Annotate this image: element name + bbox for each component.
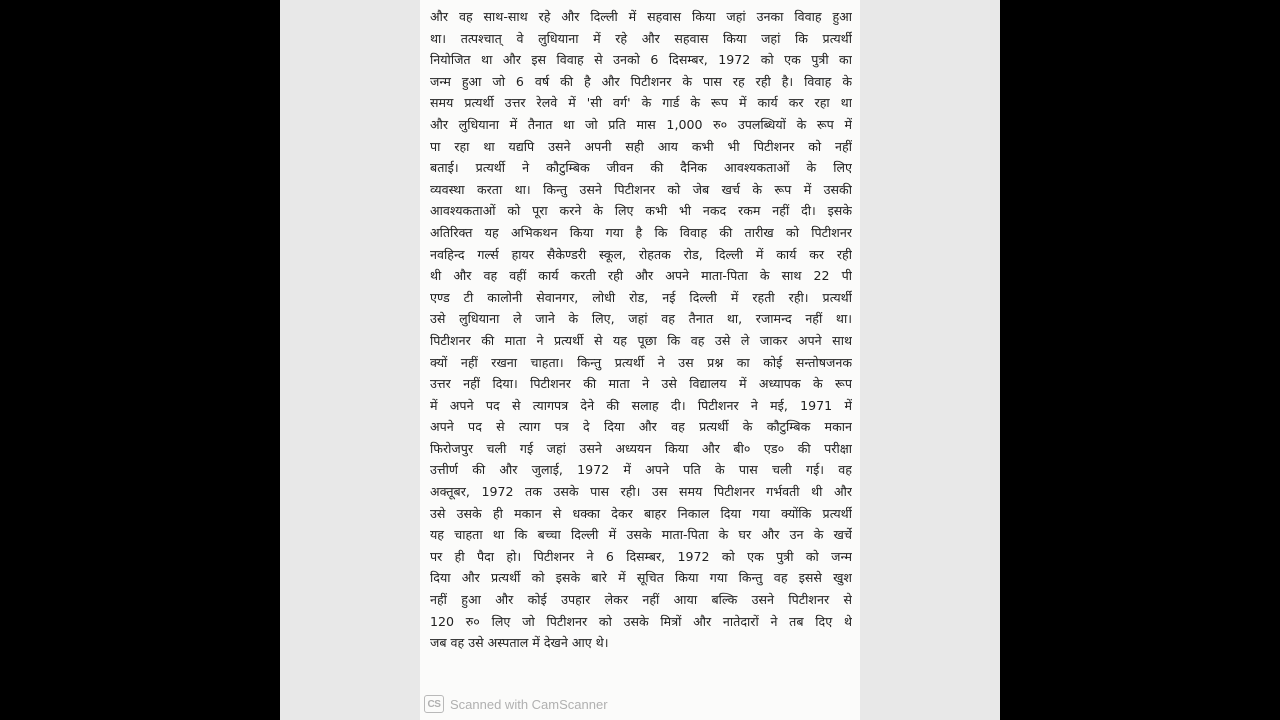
right-side-panel — [860, 0, 1000, 720]
document-line: समय प्रत्यर्थी उत्तर रेलवे में 'सी वर्ग' के गार्ड के रूप में कार्य कर रहा था — [430, 95, 852, 111]
document-line: पा रहा था यद्यपि उसने अपनी सही आय कभी भी पिटीशनर को नहीं — [430, 138, 852, 154]
document-line: नवहिन्द गर्ल्स हायर सैकेण्डरी स्कूल, रोहतक रोड, दिल्ली में कार्य कर रही — [430, 246, 852, 262]
document-line: उसे लुधियाना ले जाने के लिए, जहां वह तैनात था, रजामन्द नहीं था। — [430, 311, 852, 327]
scanned-document-page — [420, 0, 860, 720]
document-line: आवश्यकताओं को पूरा करने के लिए कभी भी नकद रकम नहीं दी। इसके — [430, 203, 852, 219]
document-line: जब वह उसे अस्पताल में देखने आए थे। — [430, 635, 609, 651]
document-line: पर ही पैदा हो। पिटीशनर ने 6 दिसम्बर, 1972 को एक पुत्री को जन्म — [430, 548, 852, 564]
document-line: थी और वह वहीं कार्य करती रही और अपने माता-पिता के साथ 22 पी — [430, 268, 852, 284]
document-line: पिटीशनर की माता ने प्रत्यर्थी से यह पूछा कि वह उसे ले जाकर अपने साथ — [430, 332, 852, 348]
document-text-block — [430, 6, 852, 654]
document-line: 120 रु० लिए जो पिटीशनर को उसके मित्रों और नातेदारों ने तब दिए थे — [430, 613, 852, 629]
left-side-panel — [280, 0, 420, 720]
document-line: जन्म हुआ जो 6 वर्ष की है और पिटीशनर के पास रह रही है। विवाह के — [430, 73, 852, 89]
document-line: नियोजित था और इस विवाह से उनको 6 दिसम्बर, 1972 को एक पुत्री का — [430, 52, 852, 68]
document-line: अपने पद से त्याग पत्र दे दिया और वह प्रत्यर्थी के कौटुम्बिक मकान — [430, 419, 852, 435]
camscanner-logo-icon: CS — [424, 695, 444, 713]
document-line: और वह साथ-साथ रहे और दिल्ली में सहवास किया जहां उनका विवाह हुआ — [430, 9, 852, 24]
document-line: फिरोजपुर चली गई जहां उसने अध्ययन किया और बी० एड० की परीक्षा — [430, 440, 852, 456]
document-line: नहीं हुआ और कोई उपहार लेकर नहीं आया बल्कि उसने पिटीशनर से — [430, 592, 852, 608]
document-line: यह चाहता था कि बच्चा दिल्ली में उसके माता-पिता के घर और उन के खर्चे — [430, 527, 852, 543]
document-line: और लुधियाना में तैनात था जो प्रति मास 1,000 रु० उपलब्धियों के रूप में — [430, 116, 852, 132]
document-line: बताई। प्रत्यर्थी ने कौटुम्बिक जीवन की दैनिक आवश्यकताओं के लिए — [430, 160, 852, 176]
document-line: अतिरिक्त यह अभिकथन किया गया है कि विवाह की तारीख को पिटीशनर — [430, 224, 852, 240]
document-line: उसे उसके ही मकान से धक्का देकर बाहर निकाल दिया गया क्योंकि प्रत्यर्थी — [430, 505, 852, 521]
document-line: एण्ड टी कालोनी सेवानगर, लोधी रोड, नई दिल्ली में रहती रही। प्रत्यर्थी — [430, 289, 852, 305]
document-line: उत्तीर्ण की और जुलाई, 1972 में अपने पति के पास चली गई। वह — [430, 462, 852, 478]
document-line: में अपने पद से त्यागपत्र देने की सलाह दी। पिटीशनर ने मई, 1971 में — [430, 397, 852, 413]
document-line: था। तत्पश्चात् वे लुधियाना में रहे और सहवास किया जहां कि प्रत्यर्थी — [430, 30, 852, 46]
document-line: व्यवस्था करता था। किन्तु उसने पिटीशनर को जेब खर्च के रूप में उसकी — [430, 181, 852, 197]
document-line: क्यों नहीं रखना चाहता। किन्तु प्रत्यर्थी ने उस प्रश्न का कोई सन्तोषजनक — [430, 354, 852, 370]
document-line: दिया और प्रत्यर्थी को इसके बारे में सूचित किया गया किन्तु वह इससे खुश — [430, 570, 852, 586]
document-line: अक्तूबर, 1972 तक उसके पास रही। उस समय पिटीशनर गर्भवती थी और — [430, 484, 852, 500]
watermark-text: Scanned with CamScanner — [450, 696, 608, 712]
document-line: उत्तर नहीं दिया। पिटीशनर की माता ने उसे विद्यालय में अध्यापक के रूप — [430, 376, 852, 392]
camscanner-watermark — [424, 694, 608, 714]
